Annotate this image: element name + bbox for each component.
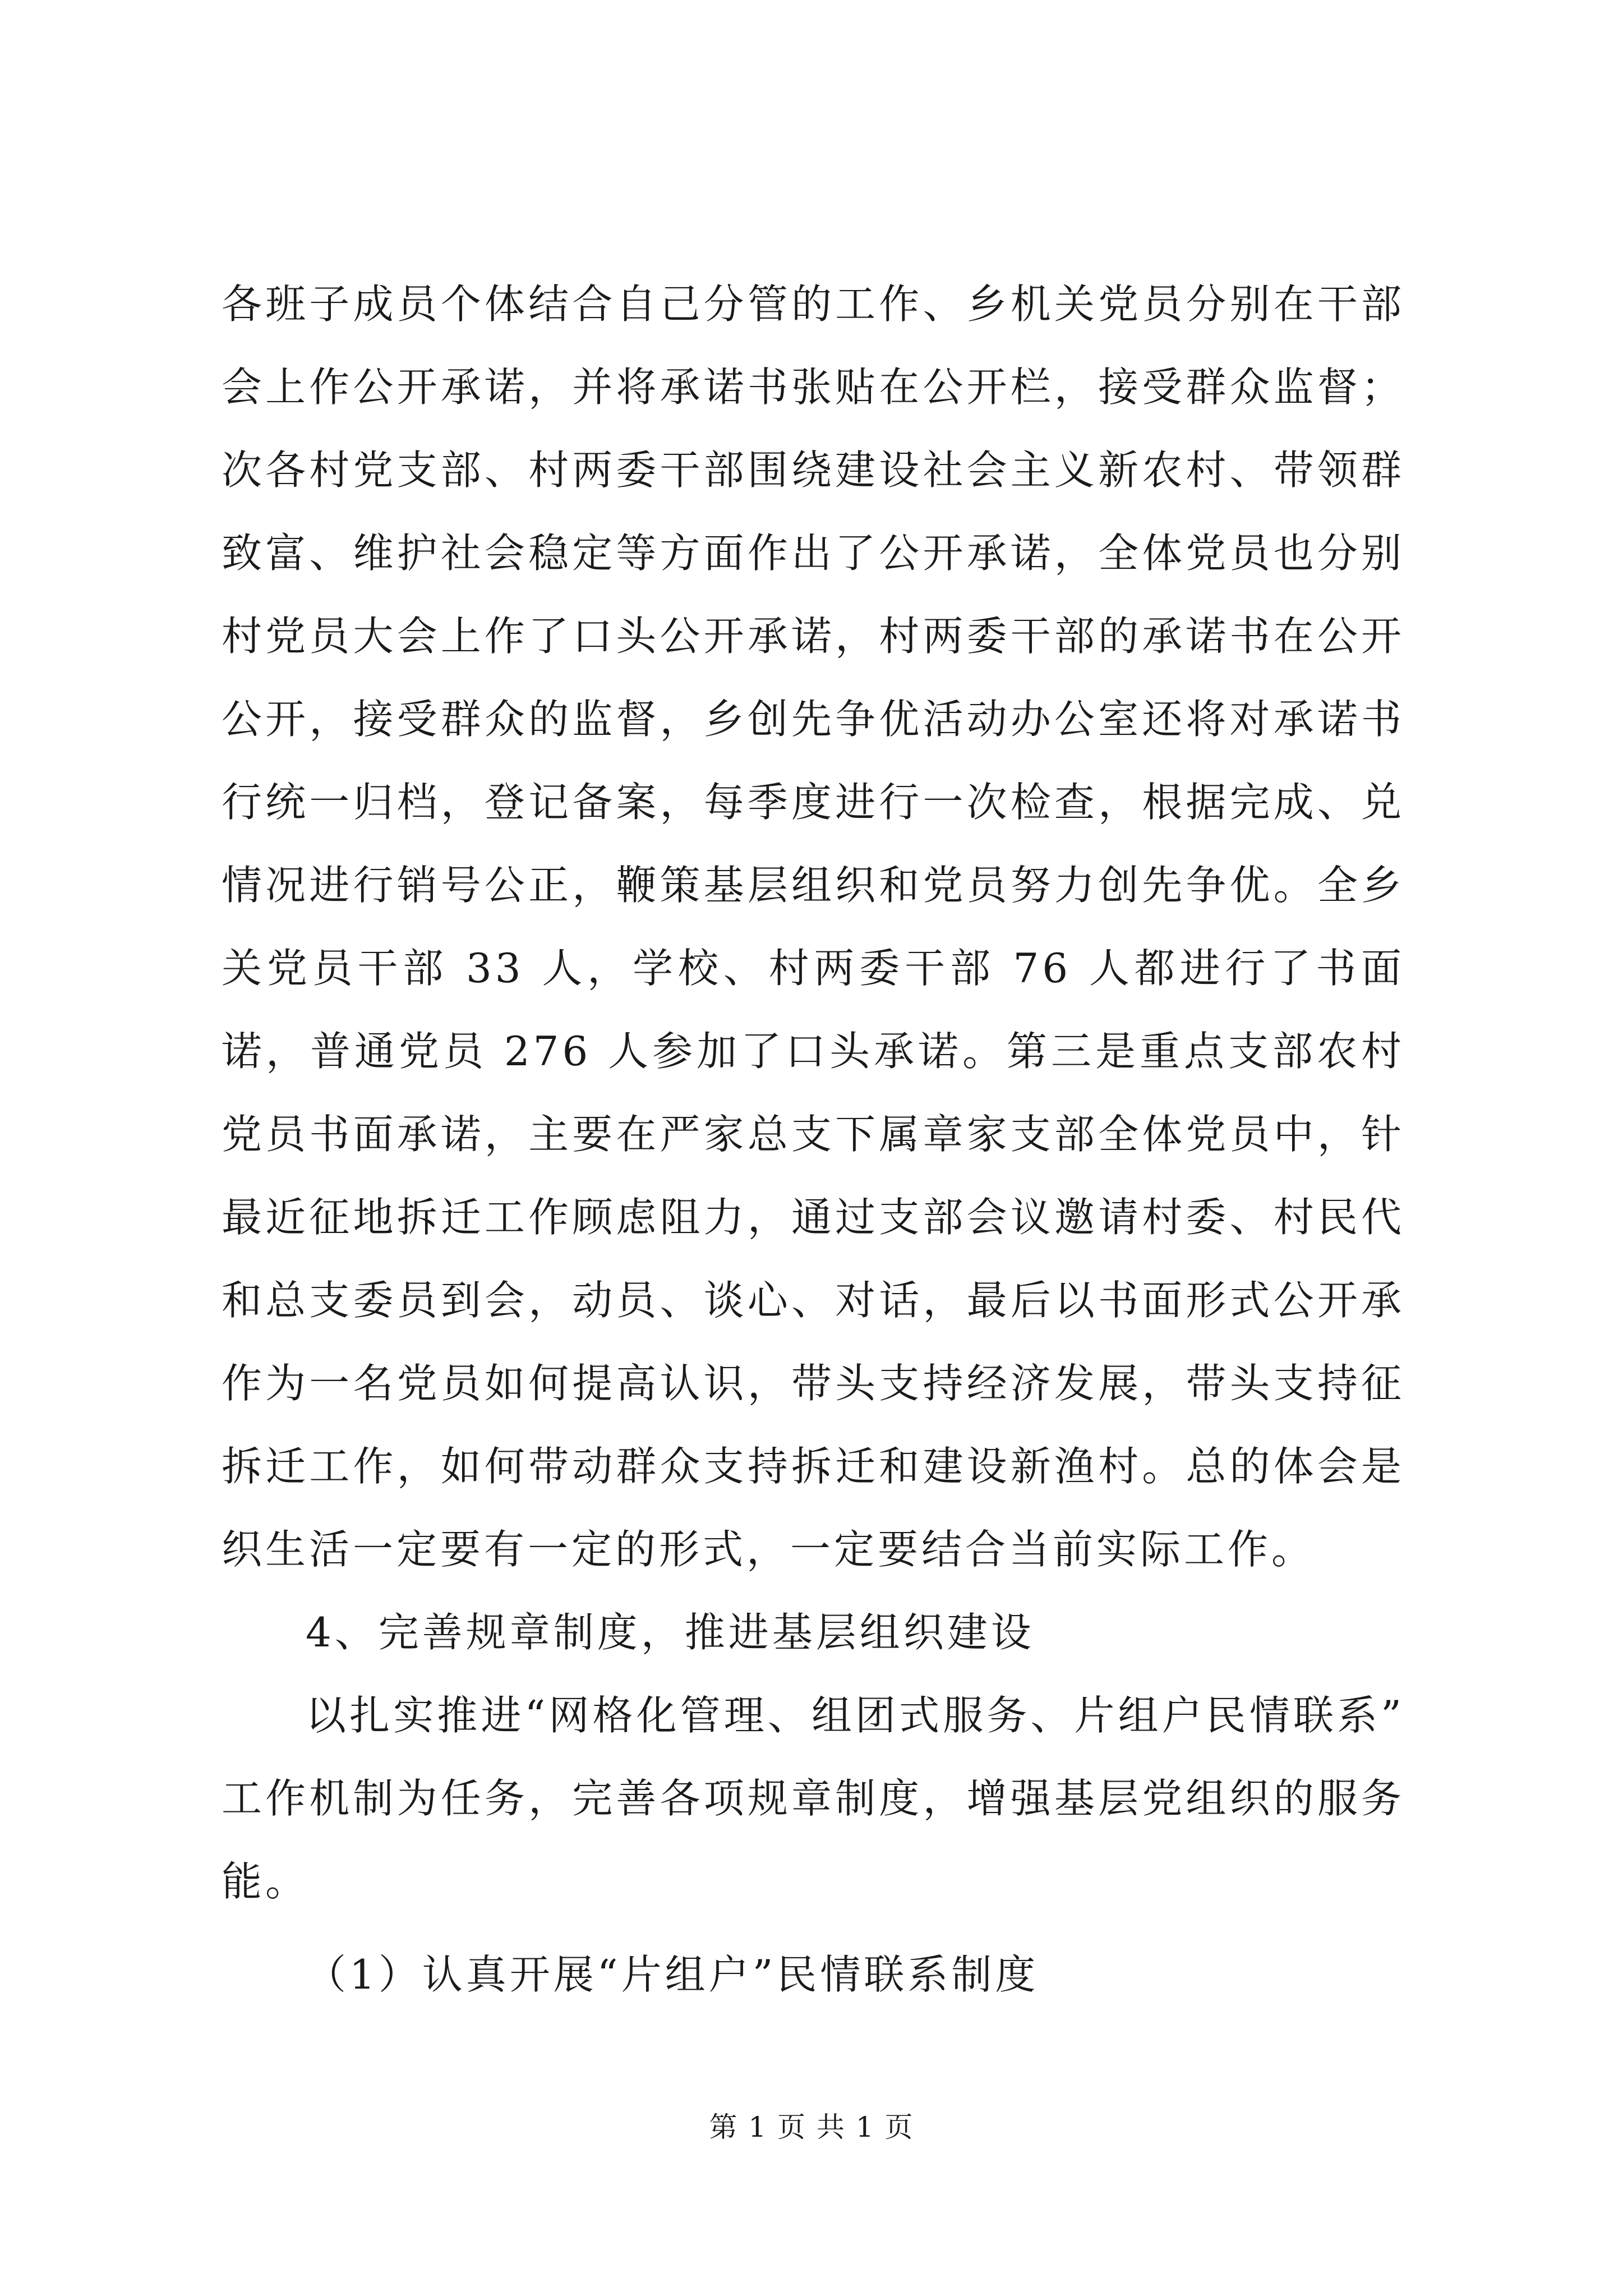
text-line: 村党员大会上作了口头公开承诺，村两委干部的承诺书在公开 bbox=[222, 613, 1405, 660]
text-line: 党员书面承诺，主要在严家总支下属章家支部全体党员中，针 bbox=[222, 1111, 1405, 1158]
text-line: 行统一归档，登记备案，每季度进行一次检查，根据完成、兑 bbox=[222, 779, 1405, 826]
text-line: 和总支委员到会，动员、谈心、对话，最后以书面形式公开承 bbox=[222, 1277, 1405, 1324]
text-line: 致富、维护社会稳定等方面作出了公开承诺，全体党员也分别 bbox=[222, 530, 1405, 577]
text-line: 各班子成员个体结合自己分管的工作、乡机关党员分别在干部 bbox=[222, 280, 1405, 328]
paragraph-line: 工作机制为任务，完善各项规章制度，增强基层党组织的服务 bbox=[222, 1775, 1405, 1822]
text-line: 情况进行销号公正，鞭策基层组织和党员努力创先争优。全乡 bbox=[222, 862, 1405, 909]
text-line: 会上作公开承诺，并将承诺书张贴在公开栏，接受群众监督； bbox=[222, 364, 1405, 411]
text-line: 诺，普通党员 276 人参加了口头承诺。第三是重点支部农村 bbox=[222, 1028, 1405, 1075]
paragraph-line: 以扎实推进“网格化管理、组团式服务、片组户民情联系” bbox=[306, 1692, 1405, 1739]
text-line: 最近征地拆迁工作顾虑阻力，通过支部会议邀请村委、村民代 bbox=[222, 1194, 1405, 1241]
text-line: 次各村党支部、村两委干部围绕建设社会主义新农村、带领群 bbox=[222, 447, 1405, 494]
text-line: 作为一名党员如何提高认识，带头支持经济发展，带头支持征 bbox=[222, 1360, 1405, 1407]
body-text bbox=[222, 263, 1405, 2016]
paragraph-line: 能。 bbox=[222, 1858, 310, 1905]
text-line: 织生活一定要有一定的形式，一定要结合当前实际工作。 bbox=[222, 1526, 1316, 1573]
text-line: 公开，接受群众的监督，乡创先争优活动办公室还将对承诺书 bbox=[222, 696, 1405, 743]
sub-heading: （1）认真开展“片组户”民情联系制度 bbox=[306, 1951, 1039, 1998]
text-line: 拆迁工作，如何带动群众支持拆迁和建设新渔村。总的体会是 bbox=[222, 1443, 1405, 1490]
spacer bbox=[222, 1923, 1405, 1933]
text-line: 关党员干部 33 人，学校、村两委干部 76 人都进行了书面 bbox=[222, 945, 1405, 992]
page-footer: 第 1 页 共 1 页 bbox=[709, 2111, 914, 2143]
section-heading: 4、完善规章制度，推进基层组织建设 bbox=[306, 1609, 1035, 1656]
